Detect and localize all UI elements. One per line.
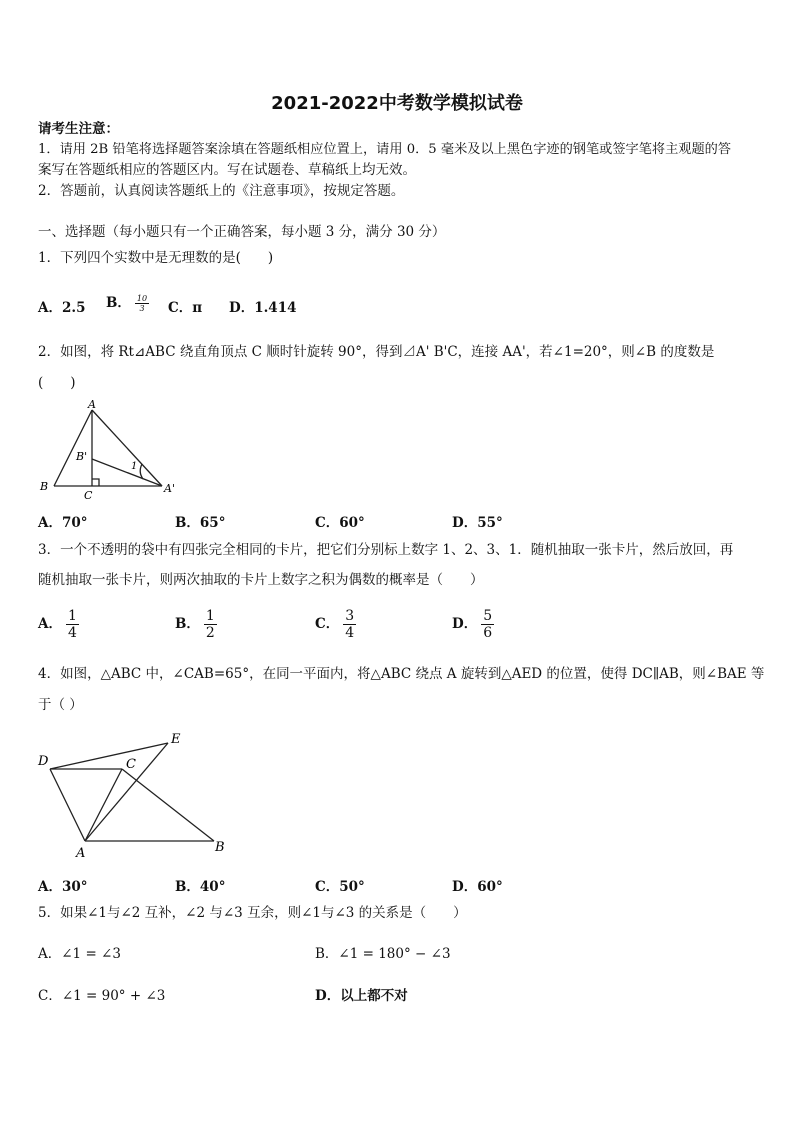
- q4-option-a[interactable]: A．30°: [38, 879, 88, 895]
- fraction-denominator: 2: [205, 625, 215, 641]
- question-5-stem: 5．如果∠1与∠2 互补，∠2 与∠3 互余，则∠1与∠3 的关系是（ ）: [38, 905, 467, 921]
- q2-option-a[interactable]: A．70°: [38, 515, 88, 531]
- segment-ab: [54, 410, 92, 486]
- segment-ac: [85, 769, 122, 841]
- q3-option-d-fraction: [481, 608, 494, 641]
- q1-option-c[interactable]: C．π: [168, 300, 203, 316]
- q5-option-a[interactable]: A．∠1 = ∠3: [38, 946, 121, 962]
- question-4-stem-line-2: 于（ ）: [38, 697, 83, 713]
- segment-cb: [122, 769, 214, 841]
- q1-option-a[interactable]: A．2.5: [38, 300, 86, 316]
- notice-item-1-line-1: 1．请用 2B 铅笔将选择题答案涂填在答题纸相应位置上，请用 0．5 毫米及以上黑色字迹的钢笔或签字笔将主观题的答: [38, 142, 732, 157]
- q2-option-c[interactable]: C．60°: [315, 515, 365, 531]
- q4-option-c[interactable]: C．50°: [315, 879, 365, 895]
- fraction-denominator: 6: [483, 625, 493, 641]
- q3-option-d-label: D．: [452, 616, 478, 632]
- label-c: C: [126, 757, 136, 772]
- fraction-denominator: 4: [345, 625, 355, 641]
- fraction-numerator: 5: [483, 608, 493, 624]
- fraction-denominator: 4: [67, 625, 77, 641]
- q3-option-c-label: C．: [315, 616, 340, 632]
- question-1-stem: 1．下列四个实数中是无理数的是( ): [38, 250, 274, 266]
- q3-option-d[interactable]: [452, 608, 494, 641]
- q5-option-c[interactable]: C．∠1 = 90° + ∠3: [38, 988, 166, 1004]
- question-2-stem: 2．如图，将 Rt⊿ABC 绕直角顶点 C 顺时针旋转 90°，得到⊿A' B'C，连接 AA'，若∠1=20°，则∠B 的度数是: [38, 344, 715, 360]
- q4-option-d[interactable]: D．60°: [452, 879, 503, 895]
- right-angle-mark: [92, 479, 99, 486]
- q3-option-a-fraction: [66, 608, 79, 641]
- fraction-numerator: 1: [67, 608, 77, 624]
- notice-item-1-line-2: 案写在答题纸相应的答题区内。写在试题卷、草稿纸上均无效。: [38, 162, 416, 178]
- q2-figure: [36, 398, 186, 500]
- q2-option-d[interactable]: D．55°: [452, 515, 503, 531]
- q3-option-c[interactable]: [315, 608, 356, 641]
- q3-option-a-label: A．: [38, 616, 62, 632]
- label-a: A: [76, 846, 86, 860]
- q3-option-b-label: B．: [175, 616, 200, 632]
- q3-option-b-fraction: [204, 608, 217, 641]
- label-c: C: [84, 489, 93, 500]
- segment-de: [50, 743, 168, 769]
- segment-b-prime-a-prime: [92, 459, 162, 486]
- q3-option-b[interactable]: [175, 608, 217, 641]
- q2-option-b[interactable]: B．65°: [175, 515, 226, 531]
- label-d: D: [38, 754, 49, 769]
- label-e: E: [171, 732, 181, 747]
- segment-da: [50, 769, 85, 841]
- question-2-answer-paren: ( ): [38, 375, 76, 391]
- fraction-numerator: 3: [345, 608, 355, 624]
- q1-option-d[interactable]: D．1.414: [229, 300, 297, 316]
- label-a-prime: A': [164, 482, 175, 495]
- question-3-stem-line-1: 3．一个不透明的袋中有四张完全相同的卡片，把它们分别标上数字 1、2、3、1．随机抽取一张卡片，然后放回，再: [38, 542, 734, 558]
- q5-option-d[interactable]: D．以上都不对: [315, 988, 408, 1004]
- label-b: B: [40, 480, 49, 493]
- angle-1-arc: [140, 464, 143, 479]
- q1-option-b[interactable]: [106, 291, 149, 313]
- q1-option-b-fraction: [135, 294, 149, 313]
- fraction-numerator: 1: [205, 608, 215, 624]
- notice-heading: 请考生注意：: [38, 121, 119, 137]
- fraction-denominator: 3: [139, 304, 145, 313]
- label-b: B: [215, 840, 225, 855]
- q4-figure: [34, 726, 234, 860]
- notice-item-2: 2．答题前，认真阅读答题纸上的《注意事项》，按规定答题。: [38, 183, 405, 199]
- label-b-prime: B': [76, 450, 88, 463]
- question-3-stem-line-2: 随机抽取一张卡片，则两次抽取的卡片上数字之积为偶数的概率是（ ）: [38, 572, 484, 588]
- question-4-stem-line-1: 4．如图，△ABC 中，∠CAB=65°，在同一平面内，将△ABC 绕点 A 旋转到△AED 的位置，使得 DC∥AB，则∠BAE 等: [38, 666, 765, 682]
- page-title: 2021-2022中考数学模拟试卷: [271, 93, 523, 114]
- q1-option-b-label: B．: [106, 295, 131, 311]
- q4-option-b[interactable]: B．40°: [175, 879, 226, 895]
- q3-option-a[interactable]: [38, 608, 79, 641]
- segment-aa-prime: [92, 410, 162, 486]
- q5-option-b[interactable]: B．∠1 = 180° − ∠3: [315, 946, 451, 962]
- q3-option-c-fraction: [343, 608, 356, 641]
- section-heading: 一、选择题（每小题只有一个正确答案，每小题 3 分，满分 30 分）: [38, 224, 446, 240]
- fraction-numerator: 10: [136, 294, 148, 303]
- label-a: A: [88, 398, 96, 411]
- label-angle-1: 1: [131, 461, 138, 472]
